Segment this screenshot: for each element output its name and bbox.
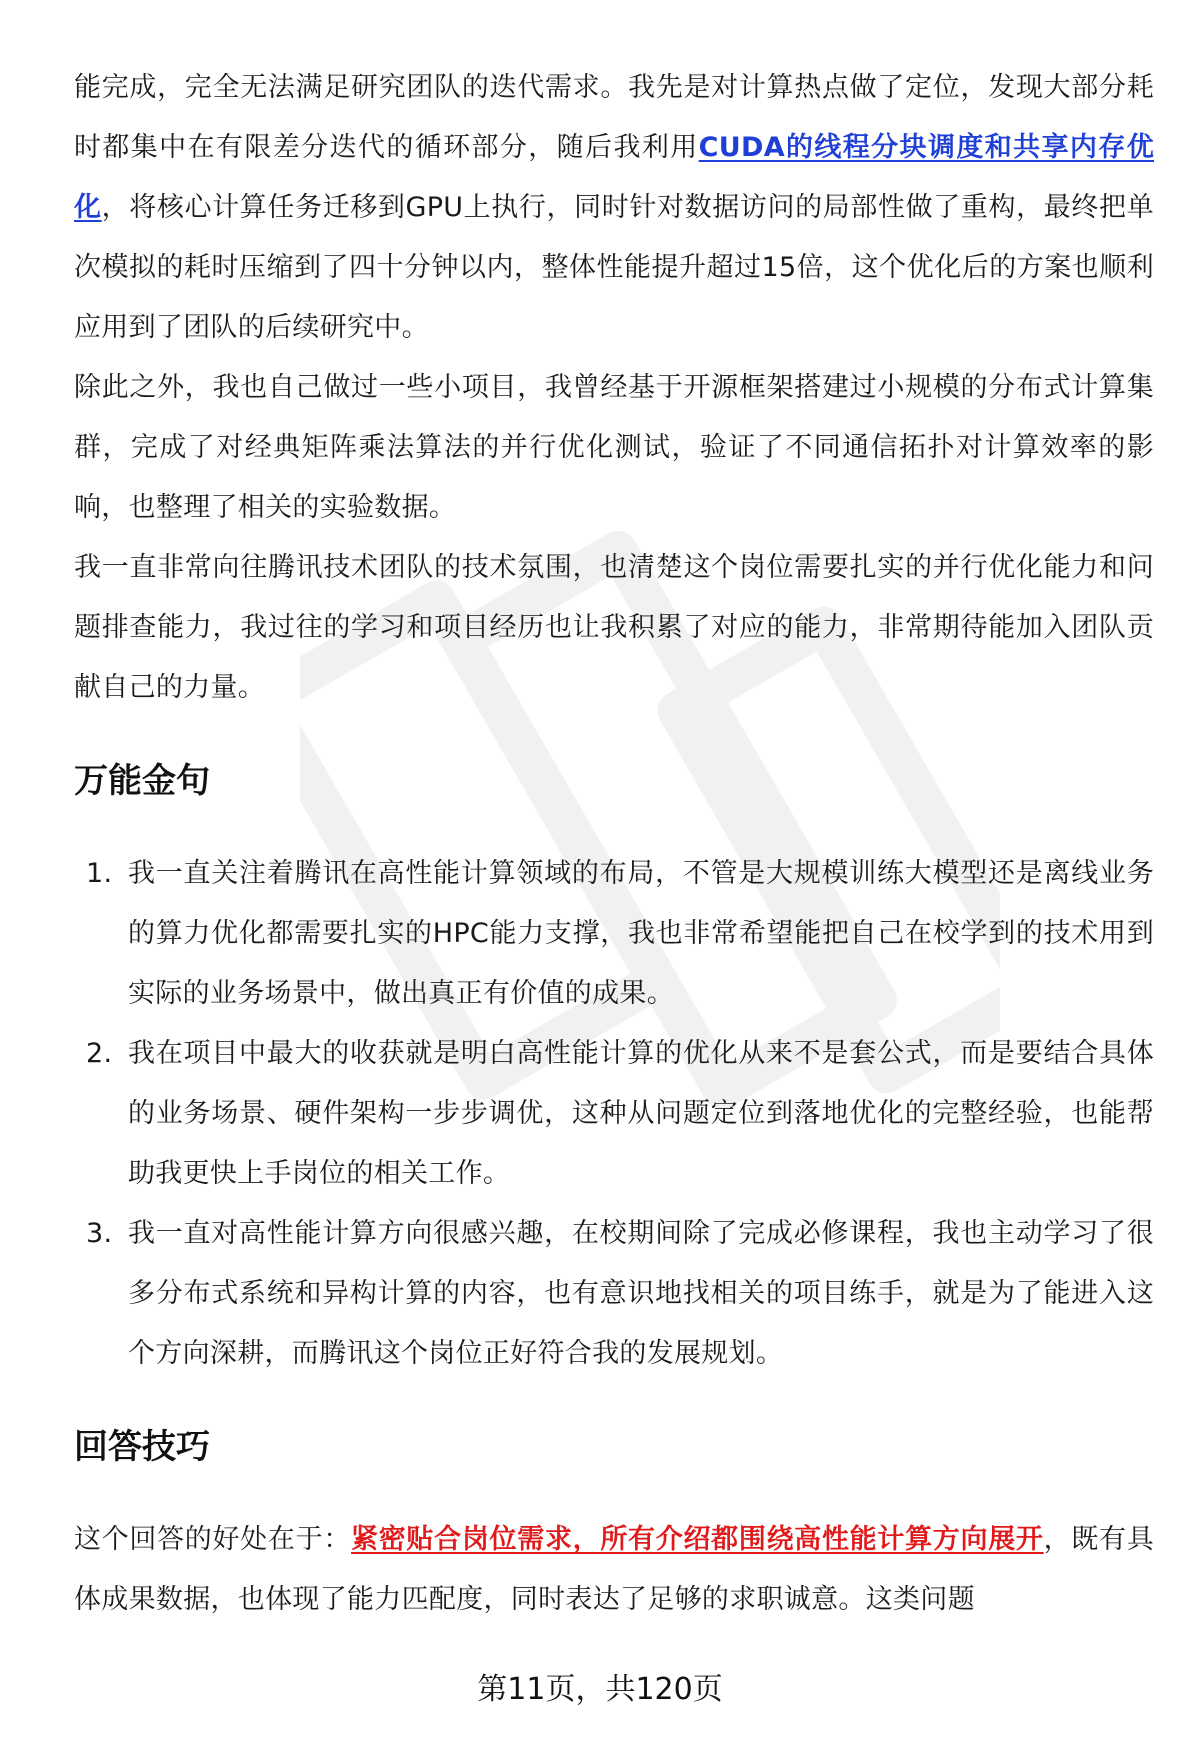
paragraph-text: 能完成，完全无法满足研究团队的迭代需求。我先是对计算热点做了定位，发现大部分耗时都集中在有限差分迭代的循环部分，随后我利用 [74,72,1154,163]
section-heading-answer-tips: 回答技巧 [74,1427,210,1467]
list-item-number: 3. [86,1218,113,1249]
paragraph-text: 这个回答的好处在于： [74,1524,352,1555]
paragraph-text: ，既有具体成果数据，也体现了能力匹配度，同时表达了足够的求职诚意。这类问题 [74,1524,1155,1615]
list-item-text: 我一直对高性能计算方向很感兴趣，在校期间除了完成必修课程，我也主动学习了很多分布式系统和异构计算的内容，也有意识地找相关的项目练手，就是为了能进入这个方向深耕，而腾讯这个岗位正好符合我的发展规划。 [128,1218,1154,1369]
page-number: 第11页，共120页 [477,1672,723,1707]
list-item-text: 我在项目中最大的收获就是明白高性能计算的优化从来不是套公式，而是要结合具体的业务场景、硬件架构一步步调优，这种从问题定位到落地优化的完整经验，也能帮助我更快上手岗位的相关工作。 [128,1038,1154,1189]
list-item [74,1204,1154,1384]
cuda-optimization-link[interactable]: CUDA的线程分块调度和共享内存优化 [74,132,1154,223]
list-item [74,1024,1154,1204]
paragraph-text: ，将核心计算任务迁移到GPU上执行，同时针对数据访问的局部性做了重构，最终把单次模拟的耗时压缩到了四十分钟以内，整体性能提升超过15倍，这个优化后的方案也顺利应用到了团队的后续研究中。 [74,192,1154,343]
list-item-text: 我一直关注着腾讯在高性能计算领域的布局，不管是大规模训练大模型还是离线业务的算力优化都需要扎实的HPC能力支撑，我也非常希望能把自己在校学到的技术用到实际的业务场景中，做出真正有价值的成果。 [128,858,1154,1009]
golden-sentences-list [74,844,1154,1384]
main-content [74,58,1154,1630]
section-heading-golden-sentences: 万能金句 [74,761,210,801]
list-item [74,844,1154,1024]
list-item-number: 1. [86,858,113,889]
highlight-text: 紧密贴合岗位需求，所有介绍都围绕高性能计算方向展开 [351,1524,1044,1555]
list-item-number: 2. [86,1038,113,1069]
paragraph-answer-tips [74,1510,1154,1630]
paragraph-side-projects: 除此之外，我也自己做过一些小项目，我曾经基于开源框架搭建过小规模的分布式计算集群，完成了对经典矩阵乘法算法的并行优化测试，验证了不同通信拓扑对计算效率的影响，也整理了相关的实验数据。 [74,372,1154,523]
paragraph-project-optimization [74,58,1154,358]
paragraph-motivation: 我一直非常向往腾讯技术团队的技术氛围，也清楚这个岗位需要扎实的并行优化能力和问题排查能力，我过往的学习和项目经历也让我积累了对应的能力，非常期待能加入团队贡献自己的力量。 [74,552,1154,703]
